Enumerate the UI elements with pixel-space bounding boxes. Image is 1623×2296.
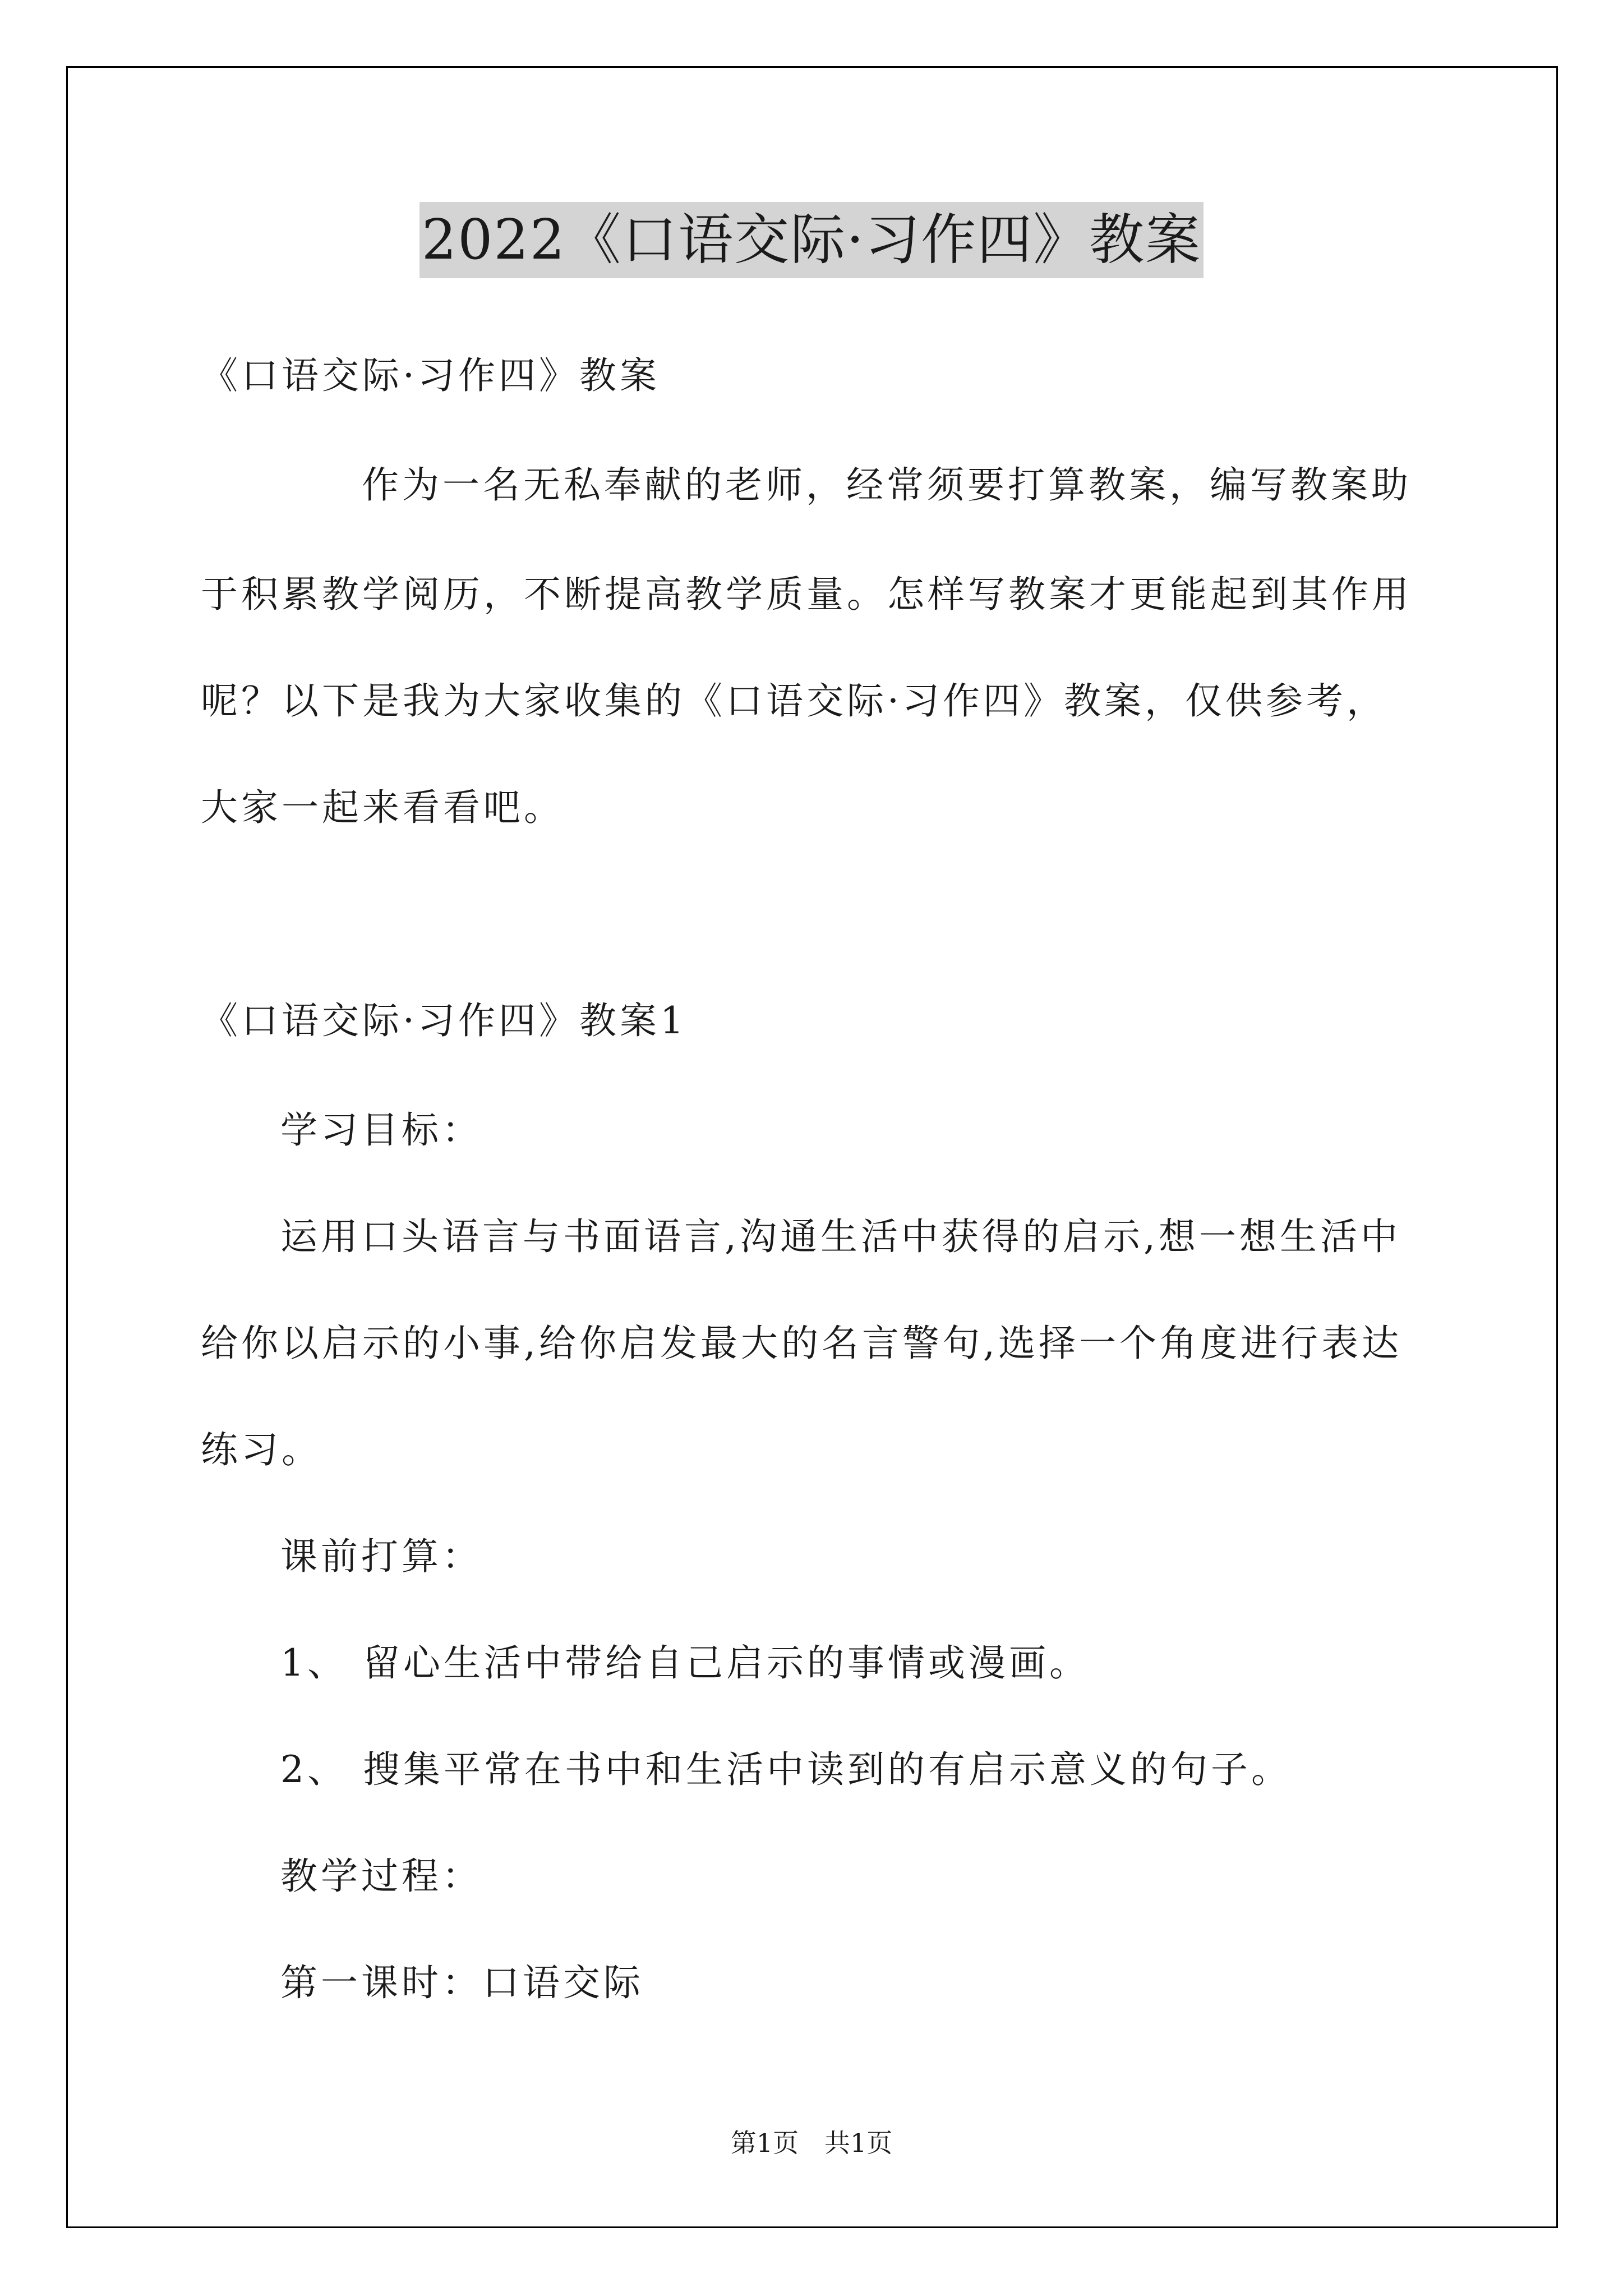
goals-paragraph-line: 练习。 [201,1428,322,1471]
goals-paragraph-line: 运用口头语言与书面语言,沟通生活中获得的启示,想一想生活中 [280,1215,1401,1258]
goals-paragraph-line: 给你以启示的小事,给你启发最大的名言警句,选择一个角度进行表达 [201,1322,1402,1365]
prep-list-item: 2、 搜集平常在书中和生活中读到的有启示意义的句子。 [280,1748,1292,1791]
section-heading: 《口语交际·习作四》教案1 [201,999,687,1042]
prep-list-item: 1、 留心生活中带给自己启示的事情或漫画。 [280,1641,1090,1685]
document-title-text: 2022《口语交际·习作四》教案 [419,202,1204,278]
intro-paragraph-line: 于积累教学阅历，不断提高教学质量。怎样写教案才更能起到其作用 [201,573,1412,616]
page-footer: 第1页 共1页 [730,2128,893,2158]
intro-paragraph-line: 大家一起来看看吧。 [201,786,564,829]
lesson-heading: 第一课时：口语交际 [280,1961,644,2004]
goals-label: 学习目标： [280,1108,482,1152]
intro-paragraph-line: 呢？以下是我为大家收集的《口语交际·习作四》教案，仅供参考， [201,679,1387,723]
intro-paragraph-line: 作为一名无私奉献的老师，经常须要打算教案，编写教案助 [362,463,1412,507]
prep-label: 课前打算： [280,1535,482,1578]
document-subtitle: 《口语交际·习作四》教案 [201,354,660,397]
process-label: 教学过程： [280,1855,482,1898]
document-title [0,202,1623,280]
